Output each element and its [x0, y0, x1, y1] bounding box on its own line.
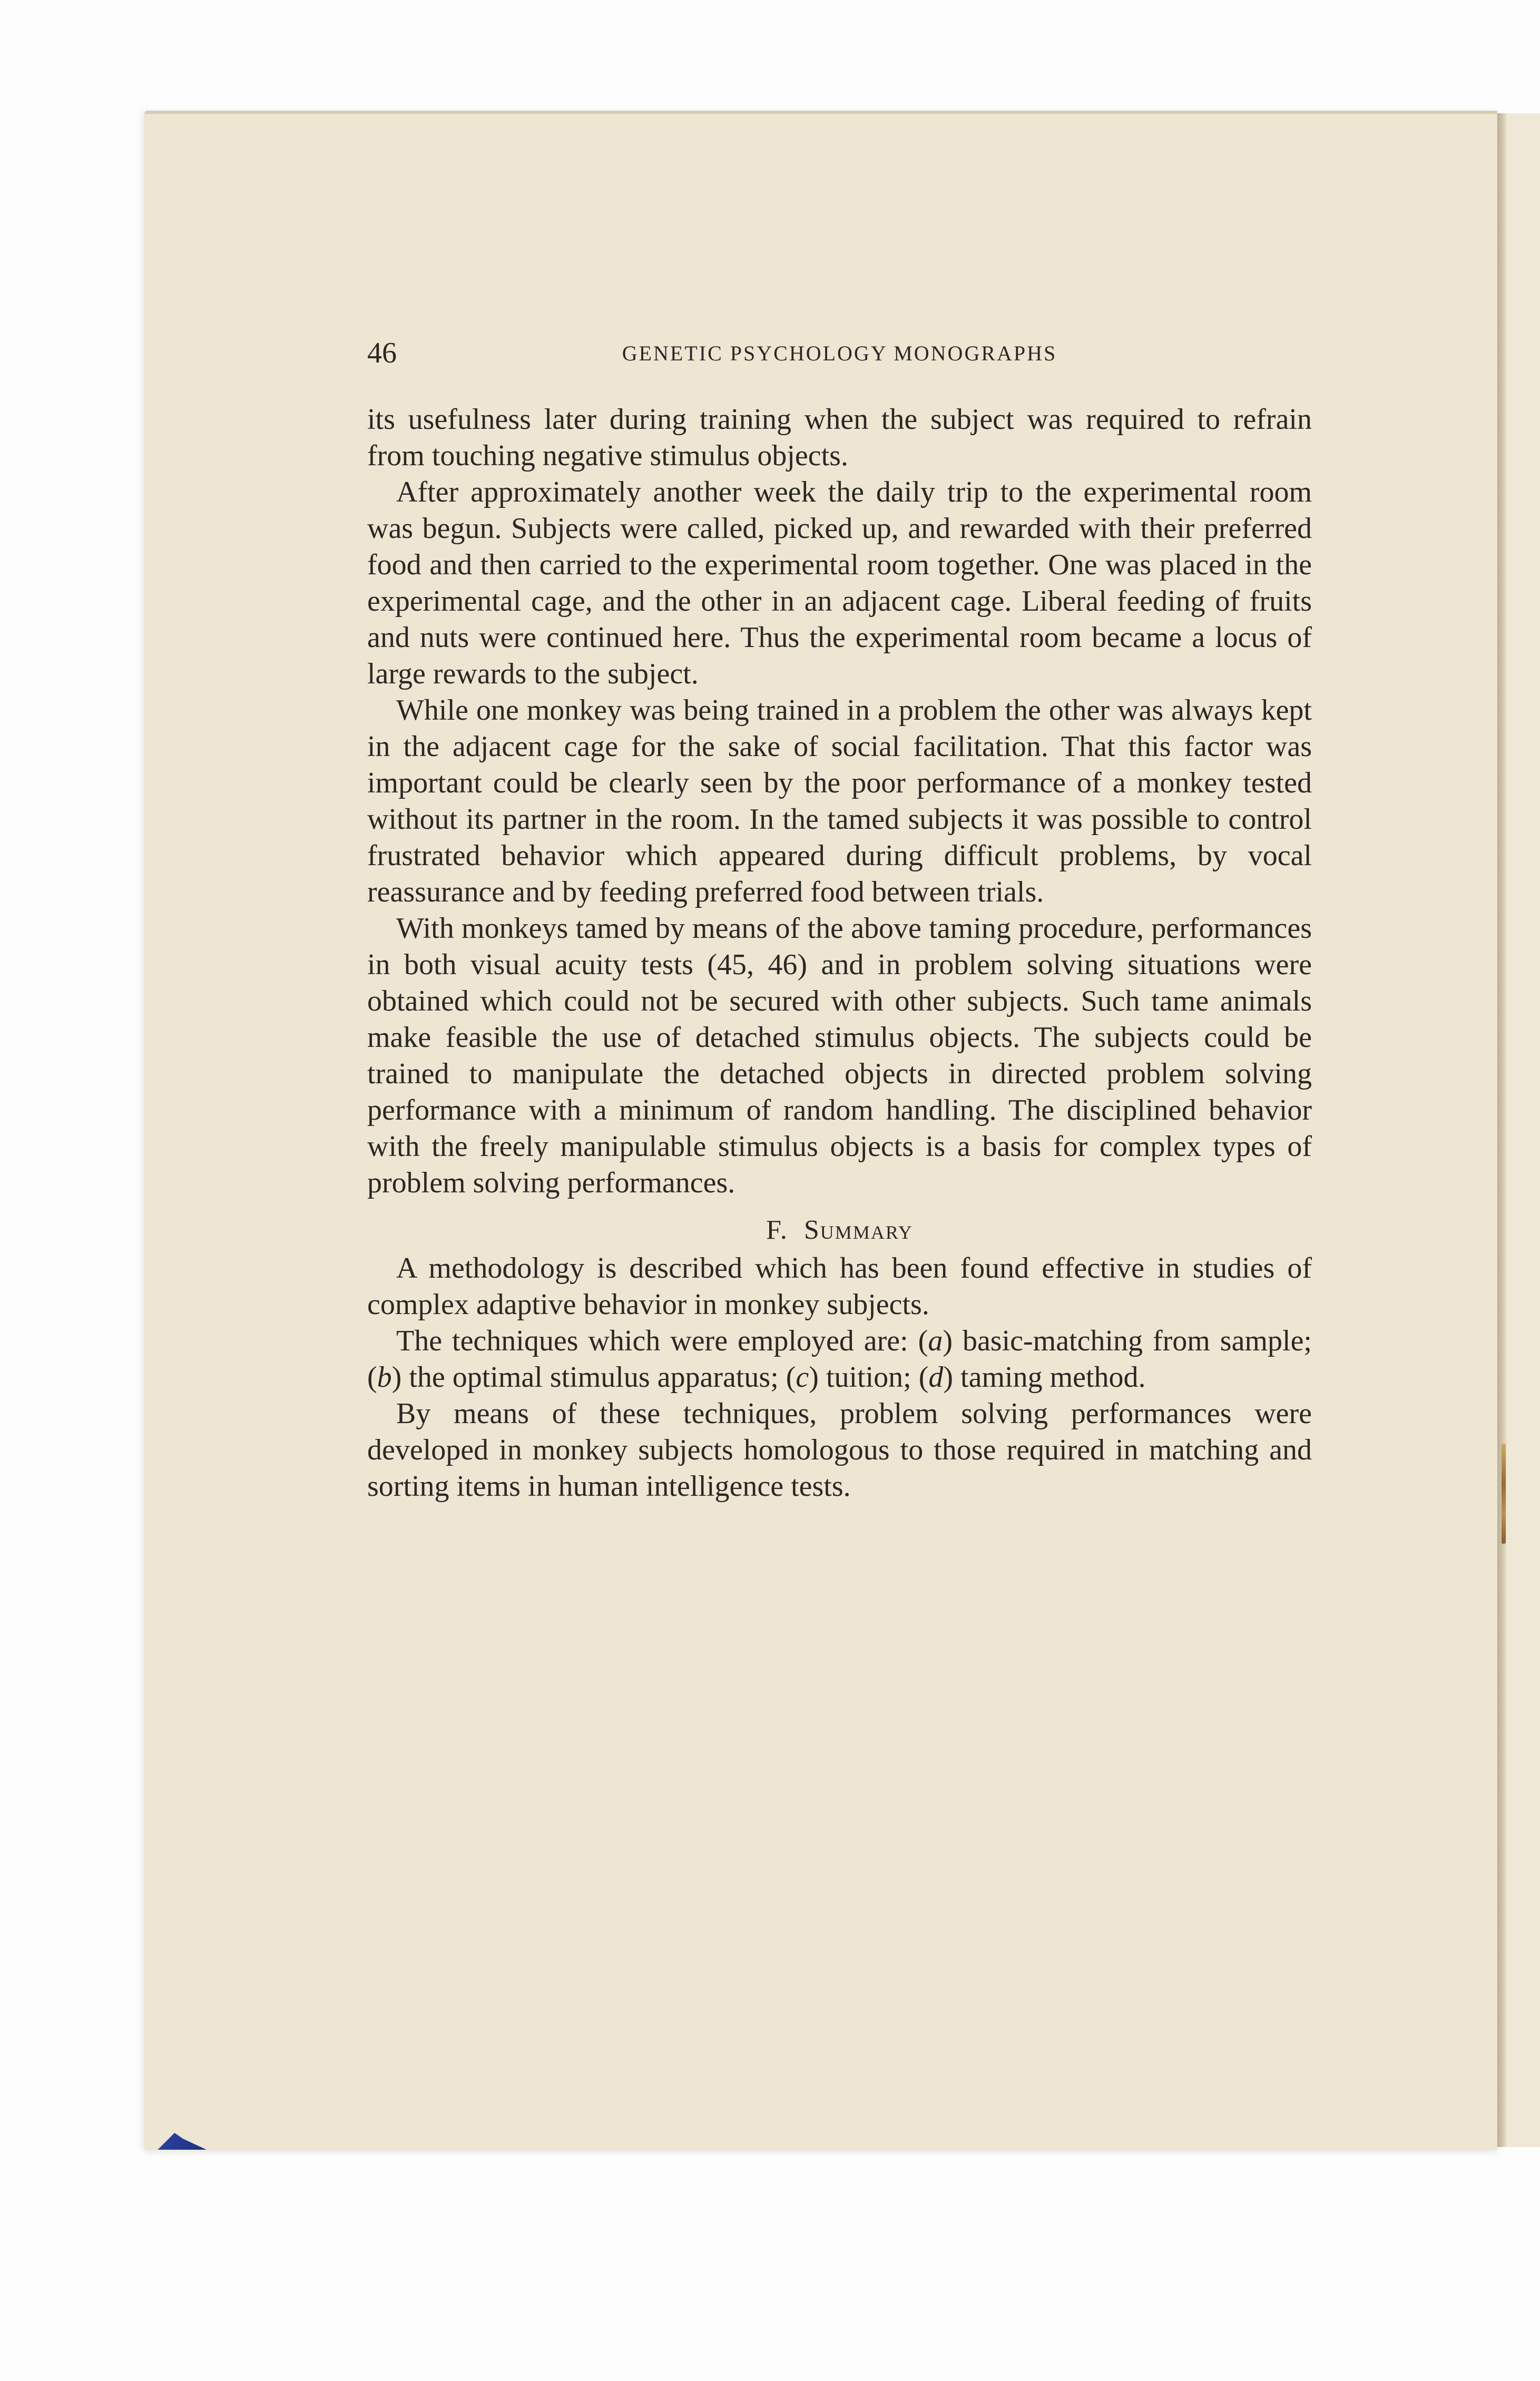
summary-section: [367, 1250, 1312, 1505]
staple-mark: [1502, 1444, 1506, 1544]
paragraph: its usefulness later during training when the subject was required to refrain from touching negative stimulus objects.: [367, 403, 1312, 472]
section-heading: [367, 1212, 1312, 1248]
technique-text: basic-matching from sample;: [952, 1325, 1312, 1357]
book-gutter: [1497, 113, 1508, 2147]
techniques-intro: The techniques which were employed are:: [396, 1325, 918, 1357]
facing-page-edge: [1508, 113, 1540, 2147]
technique-label: b: [377, 1361, 392, 1394]
summary-paragraph: By means of these techniques, problem solving performances were developed in monkey subjects homologous to those required in matching and sorting items in human intelligence tests.: [367, 1397, 1312, 1503]
summary-paragraph: A methodology is described which has been found effective in studies of complex adaptive behavior in monkey subjects.: [367, 1252, 1312, 1321]
technique-label: c: [796, 1361, 809, 1394]
page-number: 46: [367, 337, 397, 369]
technique-text: taming method.: [953, 1361, 1146, 1394]
paragraph: With monkeys tamed by means of the above taming procedure, performances in both visual acuity tests (45, 46) and in problem solving situations were obtained which could not be secured with other subjects. Such tame animals make feasible the use of detached stimulus objects. The subjects could be trained to manipulate the detached objects in directed problem solving performance with a minimum of random handling. The disciplined behavior with the freely manipulable stimulus objects is a basis for complex types of problem solving performances.: [367, 912, 1312, 1199]
section-title: Summary: [803, 1215, 913, 1245]
technique-label: d: [928, 1361, 944, 1394]
summary-paragraph-techniques: The techniques which were employed are: (a) basic-matching from sample; (b) the optimal stimulus apparatus; (c) tuition; (d) taming method.: [367, 1325, 1312, 1394]
running-head: GENETIC PSYCHOLOGY MONOGRAPHS: [622, 341, 1057, 365]
technique-label: a: [928, 1325, 943, 1357]
body-text: [367, 401, 1312, 1505]
technique-text: the optimal stimulus apparatus;: [401, 1361, 786, 1394]
technique-text: tuition;: [818, 1361, 919, 1394]
paragraph: After approximately another week the daily trip to the experimental room was begun. Subjects were called, picked up, and rewarded with their preferred food and then carried to the experimental room together. One was placed in the experimental cage, and the other in an adjacent cage. Liberal feeding of fruits and nuts were continued here. Thus the experimental room became a locus of large rewards to the subject.: [367, 476, 1312, 690]
section-letter: F.: [766, 1215, 788, 1245]
paragraph: While one monkey was being trained in a problem the other was always kept in the adjacent cage for the sake of social facilitation. That this factor was important could be clearly seen by the poor performance of a monkey tested without its partner in the room. In the tamed subjects it was possible to control frustrated behavior which appeared during difficult problems, by vocal reassurance and by feeding preferred food between trials.: [367, 694, 1312, 908]
